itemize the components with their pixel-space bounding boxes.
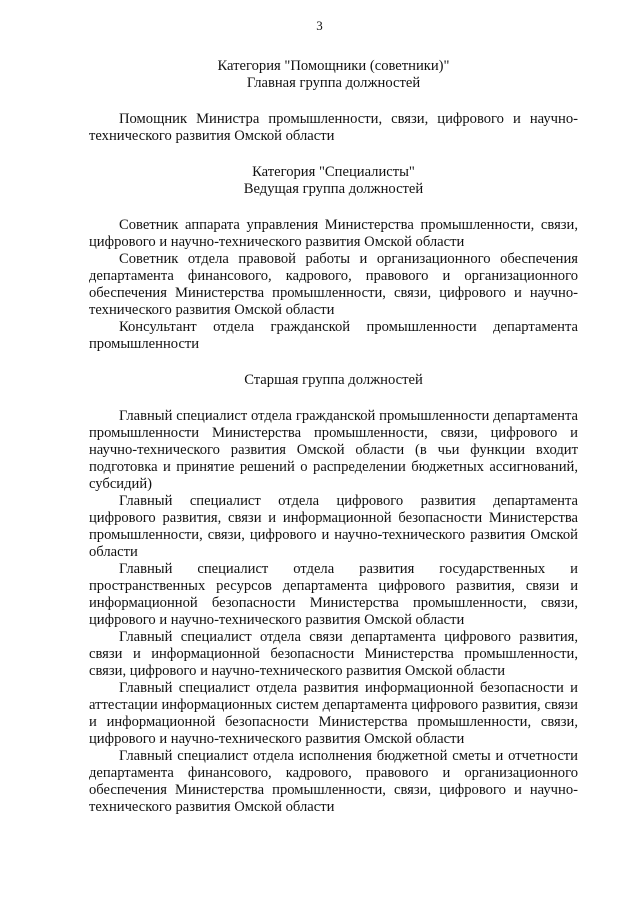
position-item: Главный специалист отдела связи департамента цифрового развития, связи и информационной безопасности Министерства промышленности, связи, цифрового и научно-технического развития Омской области [89, 629, 578, 679]
group-heading-main: Главная группа должностей [246, 75, 421, 91]
position-item: Советник отдела правовой работы и организационного обеспечения департамента финансового, кадрового, правового и организационного обеспечения Министерства промышленности, связи, цифрового и научно-технического развития Омской области [89, 251, 578, 318]
group-heading-senior: Старшая группа должностей [244, 372, 423, 388]
position-item: Советник аппарата управления Министерства промышленности, связи, цифрового и научно-технического развития Омской области [89, 217, 578, 250]
group-heading-leading: Ведущая группа должностей [243, 181, 424, 197]
position-item: Главный специалист отдела цифрового развития департамента цифрового развития, связи и информационной безопасности Министерства промышленности, связи, цифрового и научно-технического развития Омской области [89, 493, 578, 560]
page-number: 3 [316, 18, 323, 33]
position-item: Главный специалист отдела развития государственных и пространственных ресурсов департамента цифрового развития, связи и информационной безопасности Министерства промышленности, связи, цифрового и научно-технического развития Омской области [89, 561, 578, 628]
position-item: Главный специалист отдела гражданской промышленности департамента промышленности Министерства промышленности, связи, цифрового и научно-технического развития Омской области (в чьи функции входит подготовка и принятие решений о распределении бюджетных ассигнований, субсидий) [89, 408, 578, 492]
position-item: Главный специалист отдела исполнения бюджетной сметы и отчетности департамента финансового, кадрового, правового и организационного обеспечения Министерства промышленности, связи, цифрового и научно-технического развития Омской области [89, 748, 578, 815]
position-item: Консультант отдела гражданской промышленности департамента промышленности [89, 319, 578, 352]
category-heading-specialists: Категория "Специалисты" [252, 164, 415, 180]
position-item: Помощник Министра промышленности, связи, цифрового и научно-технического развития Омской области [89, 111, 578, 144]
category-heading-assistants: Категория "Помощники (советники)" [217, 58, 450, 74]
position-item: Главный специалист отдела развития информационной безопасности и аттестации информационных систем департамента цифрового развития, связи и информационной безопасности Министерства промышленности, связи, цифрового и научно-технического развития Омской области [89, 680, 578, 747]
document-content [89, 58, 578, 816]
